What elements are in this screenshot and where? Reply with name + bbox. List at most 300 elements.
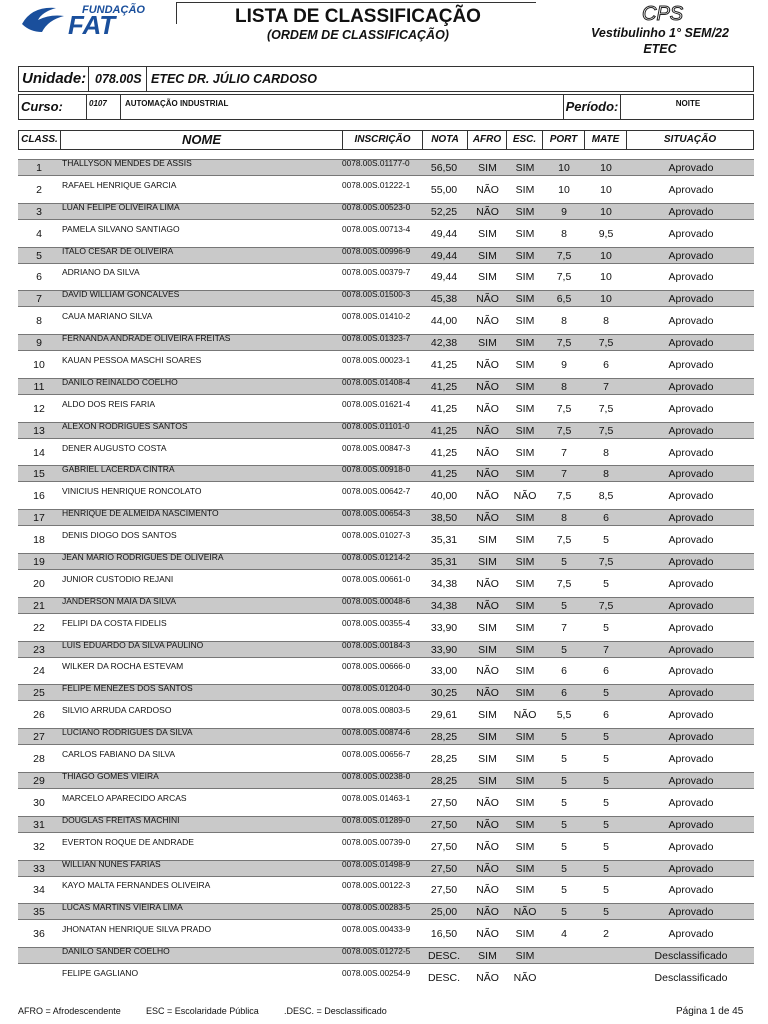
row-nota: 40,00 [430,490,458,503]
row-mate: 8,5 [598,490,614,503]
row-nota: 34,38 [430,577,458,590]
row-nota: DESC. [427,971,461,984]
row-situacao: Aprovado [668,359,714,372]
row-afro: NÃO [476,293,499,306]
row-nota: 27,50 [430,818,458,831]
row-inscricao: 0078.00S.00666-0 [342,661,411,672]
row-class: 12 [33,402,45,415]
row-port: 10 [558,183,570,196]
row-situacao: Aprovado [668,840,714,853]
row-inscricao: 0078.00S.01289-0 [342,814,411,825]
row-class: 2 [36,183,42,196]
row-inscricao: 0078.00S.01177-0 [342,158,410,168]
row-afro: NÃO [476,577,499,590]
row-situacao: Aprovado [668,183,714,196]
row-nome: JHONATAN HENRIQUE SILVA PRADO [62,924,212,935]
table-row [18,442,754,464]
row-mate: 5 [603,884,609,897]
row-nome: JANDERSON MAIA DA SILVA [62,595,176,606]
row-nota: 52,25 [430,205,458,218]
row-afro: NÃO [476,205,499,218]
row-afro: NÃO [476,665,499,678]
row-inscricao: 0078.00S.01498-9 [342,858,411,869]
row-esc: SIM [515,402,535,415]
row-nome: LUIS EDUARDO DA SILVA PAULINO [62,639,204,650]
row-esc: SIM [515,380,535,393]
table-row [18,923,754,945]
row-nota: 29,61 [430,709,458,722]
row-nome: SILVIO ARRUDA CARDOSO [62,705,172,716]
row-afro: NÃO [476,359,499,372]
row-situacao: Aprovado [668,862,714,875]
row-esc: SIM [515,643,535,656]
row-class: 20 [33,577,45,590]
row-port: 5 [561,599,567,612]
row-afro: NÃO [476,468,499,481]
row-inscricao: 0078.00S.00355-4 [342,617,411,628]
table-row [18,748,754,770]
row-esc: SIM [515,774,535,787]
row-afro: NÃO [476,402,499,415]
row-port: 10 [558,162,570,174]
row-class: 33 [33,862,45,875]
row-nome: CAUA MARIANO SILVA [62,311,153,322]
row-nota: 33,90 [430,621,458,634]
row-inscricao: 0078.00S.00656-7 [342,749,411,760]
row-afro: NÃO [476,818,499,831]
row-afro: SIM [478,337,497,350]
row-esc: SIM [515,534,535,547]
row-mate: 7,5 [598,424,614,437]
row-mate: 8 [603,468,609,481]
row-class [18,967,60,989]
row-mate [586,945,626,967]
row-mate: 10 [600,293,612,306]
row-nota: 41,25 [430,359,458,372]
row-inscricao: 0078.00S.00238-0 [342,770,411,781]
row-inscricao: 0078.00S.00661-0 [342,573,411,584]
row-esc: NÃO [513,906,537,919]
row-class: 24 [33,665,45,678]
row-situacao: Aprovado [668,227,714,240]
table-row [18,792,754,814]
table-row [18,398,754,420]
col-mate: MATE [585,131,627,149]
row-class: 16 [33,490,45,503]
row-esc: SIM [515,796,535,809]
row-nome: FELIPE MENEZES DOS SANTOS [62,683,193,694]
row-class: 31 [33,818,45,831]
table-row [18,354,754,376]
row-nome: WILKER DA ROCHA ESTEVAM [62,661,184,672]
row-mate: 5 [603,731,609,744]
row-afro: SIM [478,227,497,240]
row-class: 29 [33,774,45,787]
row-mate: 10 [600,271,612,284]
row-nome: DOUGLAS FREITAS MACHINI [62,814,180,825]
row-class: 10 [33,359,45,372]
row-situacao: Aprovado [668,884,714,897]
row-nome: LUCAS MARTINS VIEIRA LIMA [62,902,183,913]
row-nota: DESC. [427,950,461,963]
row-port: 6 [561,665,567,678]
row-esc: SIM [515,753,535,766]
row-afro: NÃO [476,687,499,700]
row-inscricao: 0078.00S.00283-5 [342,902,411,913]
row-mate: 6 [603,709,609,722]
row-class [18,945,60,967]
row-nome: JUNIOR CUSTODIO REJANI [62,573,174,584]
row-nome: ITALO CESAR DE OLIVEIRA [62,245,174,256]
col-nota: NOTA [423,131,468,149]
row-esc: NÃO [513,709,537,722]
row-port: 5 [561,906,567,919]
row-inscricao: 0078.00S.00996-9 [342,245,411,256]
row-nome: ADRIANO DA SILVA [62,267,140,278]
row-class: 11 [33,380,45,393]
row-nota: 27,50 [430,840,458,853]
row-afro: NÃO [476,599,499,612]
row-situacao: Aprovado [668,556,714,569]
row-mate: 5 [603,774,609,787]
row-afro: NÃO [476,512,499,525]
row-situacao: Desclassificado [654,971,728,984]
row-esc: SIM [515,315,535,328]
row-nome: THIAGO GOMES VIEIRA [62,770,159,781]
row-afro: NÃO [476,315,499,328]
row-nota: 44,00 [430,315,458,328]
row-class: 5 [36,249,42,262]
row-nota: 28,25 [430,753,458,766]
row-port: 9 [561,205,567,218]
table-row [18,310,754,332]
table-header [18,130,754,150]
row-inscricao: 0078.00S.01323-7 [342,333,411,344]
row-inscricao: 0078.00S.01408-4 [342,376,411,387]
row-nota: 25,00 [430,906,458,919]
row-nota: 49,44 [430,249,458,262]
row-esc: SIM [515,227,535,240]
row-mate: 5 [603,534,609,547]
row-nota: 35,31 [430,534,458,547]
row-inscricao: 0078.00S.01621-4 [342,398,411,409]
row-esc: SIM [515,862,535,875]
col-afro: AFRO [468,131,507,149]
row-class: 9 [36,337,42,350]
row-nota: 27,50 [430,796,458,809]
row-afro: NÃO [476,971,499,984]
row-situacao: Aprovado [668,271,714,284]
row-afro: SIM [478,556,497,569]
row-situacao: Aprovado [668,446,714,459]
row-nota: 41,25 [430,468,458,481]
row-port: 7,5 [556,577,572,590]
row-inscricao: 0078.00S.01101-0 [342,420,410,431]
row-port [544,967,584,989]
col-esc: ESC. [507,131,543,149]
row-inscricao: 0078.00S.01214-2 [342,552,411,563]
row-situacao: Aprovado [668,293,714,306]
row-situacao: Aprovado [668,928,714,941]
unidade-code: 078.00S [91,67,147,91]
row-situacao: Aprovado [668,380,714,393]
row-nota: 33,00 [430,665,458,678]
row-port: 7,5 [556,424,572,437]
table-row [18,967,754,989]
row-mate: 5 [603,840,609,853]
table-row [18,660,754,682]
row-inscricao: 0078.00S.01204-0 [342,683,411,694]
row-class: 32 [33,840,45,853]
row-class: 28 [33,753,45,766]
row-nota: 30,25 [430,687,458,700]
table-row [18,945,754,967]
table-row [18,901,754,923]
row-esc: SIM [515,359,535,372]
row-class: 21 [33,599,45,612]
row-port: 5 [561,556,567,569]
row-nome: CARLOS FABIANO DA SILVA [62,749,176,760]
row-situacao: Aprovado [668,753,714,766]
row-afro: NÃO [476,884,499,897]
col-port: PORT [543,131,585,149]
row-class: 26 [33,709,45,722]
row-afro: SIM [478,731,497,744]
row-nota: 55,00 [430,183,458,196]
row-class: 17 [33,512,45,525]
row-nome: RAFAEL HENRIQUE GARCIA [62,179,177,190]
row-inscricao: 0078.00S.00184-3 [342,639,411,650]
row-esc: SIM [515,818,535,831]
row-port: 7 [561,621,567,634]
row-afro: SIM [478,534,497,547]
row-esc: SIM [515,665,535,678]
row-esc: SIM [515,731,535,744]
fundacao-fat-logo [20,2,170,36]
row-nota: 49,44 [430,227,458,240]
table-row [18,332,754,354]
row-port: 7 [561,446,567,459]
row-situacao: Aprovado [668,709,714,722]
unidade-name: ETEC DR. JÚLIO CARDOSO [151,72,317,86]
row-port: 5 [561,796,567,809]
table-row [18,245,754,267]
row-port: 7,5 [556,534,572,547]
row-port: 8 [561,380,567,393]
table-row [18,770,754,792]
row-afro: NÃO [476,490,499,503]
row-situacao: Aprovado [668,337,714,350]
row-port: 5 [561,818,567,831]
row-inscricao: 0078.00S.00254-9 [342,967,411,978]
row-mate: 7 [603,380,609,393]
table-row [18,704,754,726]
row-afro: SIM [478,643,497,656]
row-nome: ALDO DOS REIS FARIA [62,398,156,409]
row-nota: 38,50 [430,512,458,525]
cps-logo [636,0,696,28]
table-row [18,157,754,179]
col-nome: NOME [61,131,343,149]
row-port: 9 [561,359,567,372]
row-nome: LUAN FELIPE OLIVEIRA LIMA [62,201,180,212]
row-afro: NÃO [476,446,499,459]
row-inscricao: 0078.00S.00122-3 [342,880,411,891]
row-nota: 56,50 [430,162,458,174]
row-inscricao: 0078.00S.01222-1 [342,179,411,190]
table-row [18,288,754,310]
row-nome: THALLYSON MENDES DE ASSIS [62,158,192,168]
row-class: 8 [36,315,42,328]
unidade-label: Unidade: [19,67,89,91]
row-situacao: Aprovado [668,468,714,481]
row-afro: SIM [478,271,497,284]
row-afro: NÃO [476,928,499,941]
row-esc: SIM [515,424,535,437]
row-esc: SIM [515,884,535,897]
row-esc: NÃO [513,490,537,503]
row-inscricao: 0078.00S.00523-0 [342,201,411,212]
row-situacao: Aprovado [668,577,714,590]
row-port: 7,5 [556,402,572,415]
classification-table [18,157,754,989]
row-port: 5 [561,774,567,787]
row-esc: SIM [515,468,535,481]
table-row [18,551,754,573]
row-inscricao: 0078.00S.00642-7 [342,486,411,497]
table-row [18,814,754,836]
row-class: 18 [33,534,45,547]
row-situacao: Aprovado [668,774,714,787]
row-inscricao: 0078.00S.00433-9 [342,924,411,935]
row-port: 4 [561,928,567,941]
row-inscricao: 0078.00S.00379-7 [342,267,411,278]
row-nome: LUCIANO RODRIGUES DA SILVA [62,727,193,738]
row-nota: 41,25 [430,446,458,459]
row-mate: 5 [603,753,609,766]
row-inscricao: 0078.00S.00023-1 [342,355,411,366]
row-nome: HENRIQUE DE ALMEIDA NASCIMENTO [62,508,219,519]
row-inscricao: 0078.00S.00654-3 [342,508,411,519]
row-class: 35 [33,906,45,919]
row-mate: 9,5 [598,227,614,240]
row-esc: SIM [515,621,535,634]
row-class: 1 [36,162,42,174]
row-nome: ALEXON RODRIGUES SANTOS [62,420,188,431]
row-port: 5,5 [556,709,572,722]
row-mate: 5 [603,621,609,634]
row-situacao: Aprovado [668,249,714,262]
row-nota: 28,25 [430,774,458,787]
table-row [18,463,754,485]
row-mate: 5 [603,862,609,875]
row-afro: NÃO [476,424,499,437]
row-esc: SIM [515,271,535,284]
row-nome: GABRIEL LACERDA CINTRA [62,464,175,475]
curso-code: 0107 [87,95,121,119]
row-port: 7,5 [556,490,572,503]
row-afro: SIM [478,709,497,722]
table-row [18,682,754,704]
row-esc: SIM [515,577,535,590]
table-row [18,617,754,639]
row-class: 4 [36,227,42,240]
row-situacao: Aprovado [668,643,714,656]
row-situacao: Aprovado [668,687,714,700]
periodo-value: NOITE [675,99,701,108]
curso-label: Curso: [19,95,87,119]
etec-label: ETEC [643,42,677,56]
table-row [18,595,754,617]
row-afro: SIM [478,753,497,766]
row-nota: 27,50 [430,884,458,897]
row-mate: 7,5 [598,337,614,350]
table-row [18,836,754,858]
row-afro: SIM [478,162,497,174]
row-inscricao: 0078.00S.01027-3 [342,530,411,541]
table-row [18,201,754,223]
row-esc: SIM [515,162,535,174]
row-mate: 10 [600,162,612,174]
row-mate: 2 [603,928,609,941]
row-nome: DANILO REINALDO COELHO [62,376,178,387]
row-situacao: Aprovado [668,599,714,612]
row-situacao: Aprovado [668,906,714,919]
row-situacao: Aprovado [668,315,714,328]
row-afro: NÃO [476,183,499,196]
row-situacao: Aprovado [668,665,714,678]
table-row [18,485,754,507]
row-nota: 49,44 [430,271,458,284]
row-afro: NÃO [476,796,499,809]
row-afro: SIM [478,774,497,787]
row-esc: SIM [515,512,535,525]
table-row [18,879,754,901]
row-port: 7,5 [556,271,572,284]
row-esc: SIM [515,446,535,459]
row-class: 3 [36,205,42,218]
row-situacao: Aprovado [668,512,714,525]
table-row [18,726,754,748]
table-row [18,376,754,398]
row-nome: DENIS DIOGO DOS SANTOS [62,530,177,541]
row-mate: 7,5 [598,599,614,612]
row-nome: DENER AUGUSTO COSTA [62,442,167,453]
row-situacao: Aprovado [668,731,714,744]
row-inscricao: 0078.00S.01272-5 [342,946,411,957]
row-nome: VINICIUS HENRIQUE RONCOLATO [62,486,202,497]
row-mate: 10 [600,183,612,196]
row-port: 6,5 [556,293,572,306]
table-row [18,266,754,288]
row-nome: KAYO MALTA FERNANDES OLIVEIRA [62,880,211,891]
row-situacao: Aprovado [668,205,714,218]
unidade-box [18,66,754,92]
logo-small-text: FUNDAÇÃO [82,4,145,16]
row-nome: EVERTON ROQUE DE ANDRADE [62,836,194,847]
row-port: 5 [561,840,567,853]
row-nome: WILLIAN NUNES FARIAS [62,858,161,869]
row-class: 36 [33,928,45,941]
row-class: 27 [33,731,45,744]
row-nota: 27,50 [430,862,458,875]
table-row [18,179,754,201]
row-inscricao: 0078.00S.01410-2 [342,311,411,322]
row-inscricao: 0078.00S.00847-3 [342,442,411,453]
row-esc: SIM [515,556,535,569]
table-row [18,529,754,551]
row-mate: 5 [603,818,609,831]
